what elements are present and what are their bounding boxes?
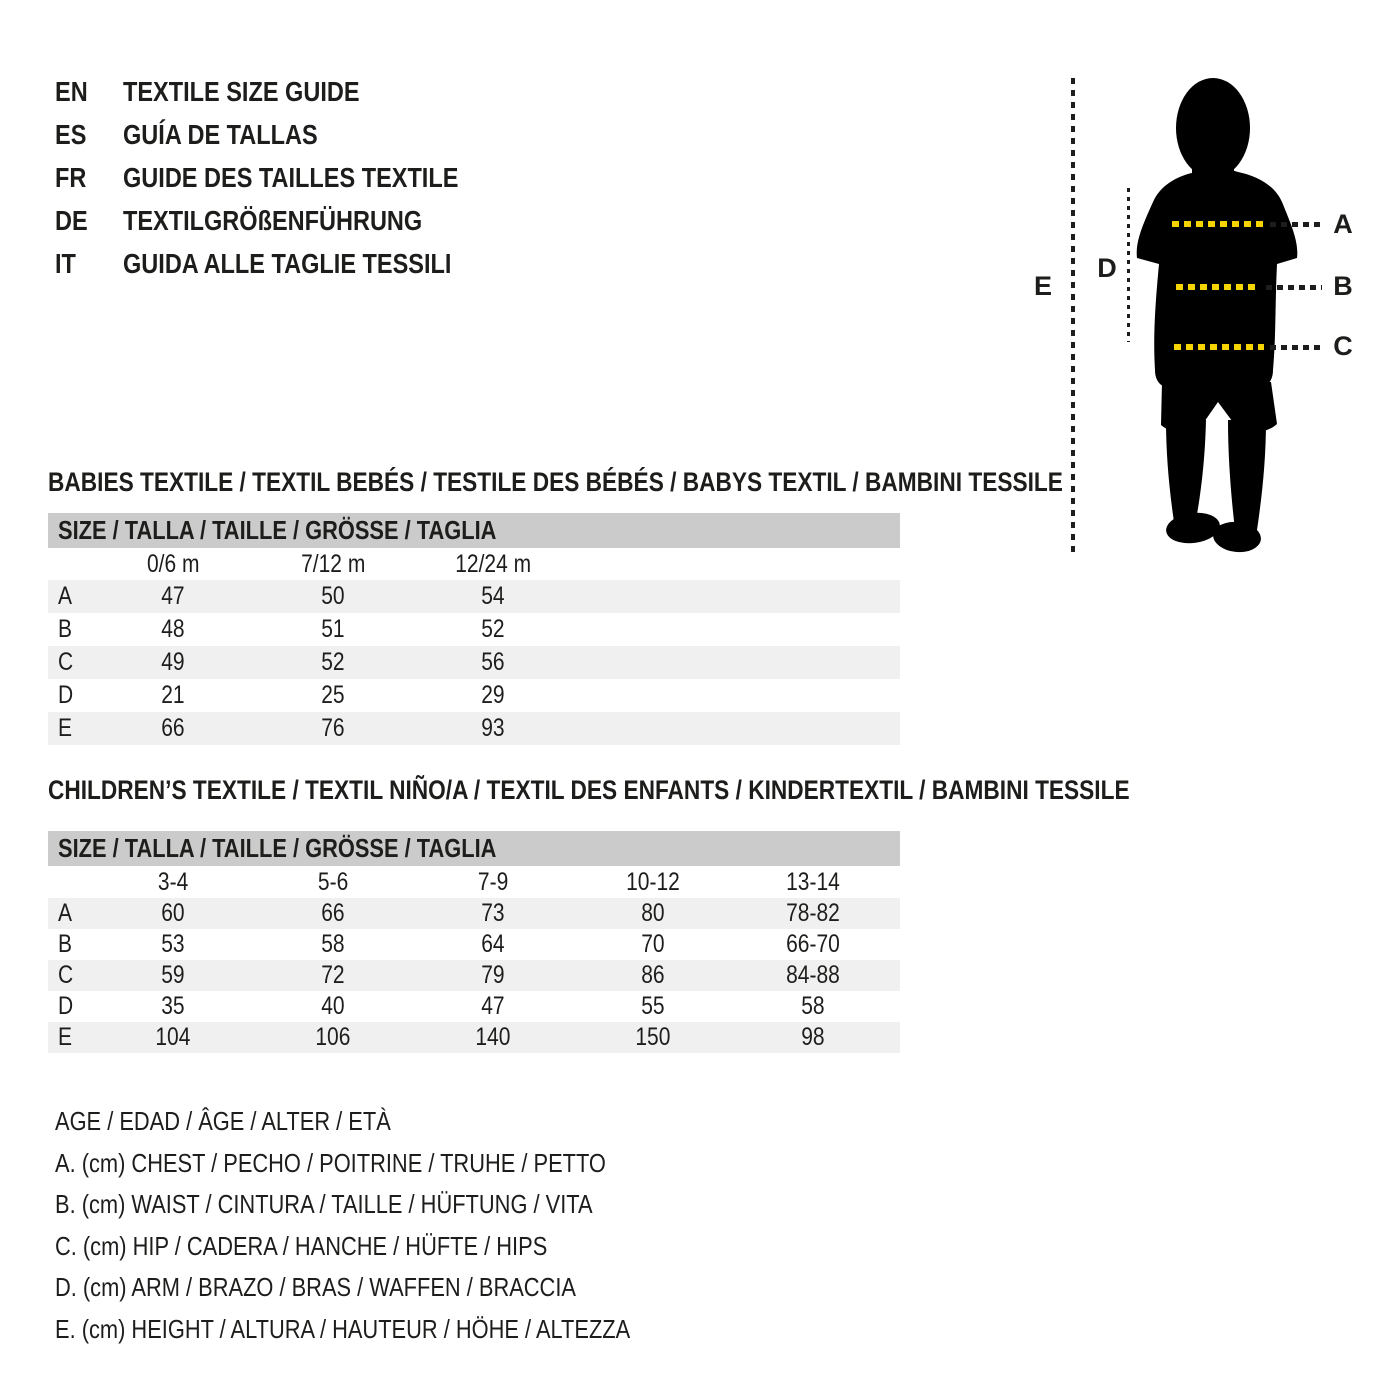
cell (733, 1023, 893, 1052)
row-label-text: A (58, 899, 73, 927)
cell (413, 714, 573, 743)
column-header-text: 12/24 m (455, 549, 531, 578)
cell-text: 64 (481, 930, 505, 958)
cell (253, 899, 413, 928)
cell-text: 66 (161, 714, 185, 742)
column-header (413, 868, 573, 897)
cell (413, 1023, 573, 1052)
cell-text: 73 (481, 899, 505, 927)
cell (733, 899, 893, 928)
cell-text: 86 (641, 961, 665, 989)
cell-text: 50 (321, 582, 345, 610)
chest-line-black-dots (1270, 222, 1322, 227)
header-title-fr: GUIDE DES TAILLES TEXTILE (123, 161, 459, 193)
cell (573, 899, 733, 928)
cell (413, 930, 573, 959)
cell (93, 615, 253, 644)
waist-line-black-dots (1266, 285, 1322, 290)
silhouette-right-leg (1228, 420, 1266, 530)
cell-text: 54 (481, 582, 505, 610)
cell (413, 899, 573, 928)
measurement-legend (55, 1101, 740, 1350)
row-label (48, 648, 93, 677)
legend-waist-line (55, 1184, 740, 1226)
row-label-text: A (58, 582, 73, 610)
lang-code-de (55, 205, 123, 237)
cell-text: 51 (321, 615, 345, 643)
cell-text: 56 (481, 648, 505, 676)
cell-text: 66 (321, 899, 345, 927)
silhouette-left-leg (1166, 420, 1206, 522)
header-title-it: GUIDA ALLE TAGLIE TESSILI (123, 247, 452, 279)
row-label (48, 992, 93, 1021)
row-label-text: D (58, 681, 74, 709)
legend-chest-text: A. (cm) CHEST / PECHO / POITRINE / TRUHE / PETTO (55, 1147, 606, 1178)
cell-text: 104 (155, 1023, 191, 1051)
cell (413, 615, 573, 644)
header-row-de (55, 199, 522, 242)
cell (253, 961, 413, 990)
cell-text: 80 (641, 899, 665, 927)
header-row-fr (55, 156, 522, 199)
cell (573, 961, 733, 990)
cell-text: 52 (481, 615, 505, 643)
header-row-es (55, 113, 522, 156)
children-size-header-bar (48, 831, 900, 866)
legend-height-text: E. (cm) HEIGHT / ALTURA / HAUTEUR / HÖHE / ALTEZZA (55, 1313, 631, 1344)
cell (253, 681, 413, 710)
cell (573, 930, 733, 959)
row-label-text: B (58, 615, 73, 643)
cell-text: 53 (161, 930, 185, 958)
babies-section-title-text: BABIES TEXTILE / TEXTIL BEBÉS / TESTILE DES BÉBÉS / BABYS TEXTIL / BAMBINI TESSILE (48, 467, 1063, 497)
cell-text: 59 (161, 961, 185, 989)
cell-text: 106 (315, 1023, 351, 1051)
column-header-text: 3-4 (157, 867, 189, 896)
table-row-a (48, 898, 900, 929)
children-section-title-text: CHILDREN’S TEXTILE / TEXTIL NIÑO/A / TEXTIL DES ENFANTS / KINDERTEXTIL / BAMBINI TESSILE (48, 775, 1130, 805)
cell-text: 58 (801, 992, 825, 1020)
cell (93, 899, 253, 928)
measure-label-height-e: E (1033, 271, 1052, 301)
cell (413, 961, 573, 990)
cell-text: 150 (635, 1023, 671, 1051)
column-header-text: 5-6 (317, 867, 349, 896)
column-header-text: 0/6 m (146, 549, 200, 578)
children-column-header-row (48, 866, 900, 898)
legend-arm-line (55, 1267, 740, 1309)
column-header (93, 868, 253, 897)
cell (93, 681, 253, 710)
babies-size-header-text: SIZE / TALLA / TAILLE / GRÖSSE / TAGLIA (58, 515, 497, 545)
children-section-title (48, 775, 1130, 805)
row-label (48, 930, 93, 959)
cell-text: 84-88 (786, 961, 840, 989)
lang-code-fr (55, 162, 123, 194)
table-row-e (48, 1022, 900, 1053)
babies-section-title (48, 467, 1063, 497)
cell (93, 961, 253, 990)
legend-age-line (55, 1101, 740, 1143)
cell-text: 98 (801, 1023, 825, 1051)
height-measure-line-e (1071, 78, 1075, 552)
row-label-text: E (58, 1023, 73, 1051)
table-row-d (48, 991, 900, 1022)
measure-label-arm-d: D (1097, 253, 1117, 283)
cell-text: 35 (161, 992, 185, 1020)
row-label-text: C (58, 648, 74, 676)
legend-hip-text: C. (cm) HIP / CADERA / HANCHE / HÜFTE / HIPS (55, 1230, 548, 1261)
cell-text: 40 (321, 992, 345, 1020)
cell-text: 60 (161, 899, 185, 927)
lang-code-en (55, 76, 123, 108)
cell-text: 49 (161, 648, 185, 676)
silhouette-left-shoe (1164, 510, 1221, 546)
column-header-text: 13-14 (786, 867, 840, 896)
babies-size-header-bar (48, 513, 900, 548)
lang-code-text: ES (55, 118, 87, 150)
children-size-header-text: SIZE / TALLA / TAILLE / GRÖSSE / TAGLIA (58, 833, 497, 863)
cell (93, 1023, 253, 1052)
row-label-text: C (58, 961, 74, 989)
cell-text: 47 (161, 582, 185, 610)
cell-text: 72 (321, 961, 345, 989)
cell (413, 681, 573, 710)
cell-text: 47 (481, 992, 505, 1020)
measure-label-chest-a: A (1333, 209, 1353, 239)
silhouette-torso (1137, 168, 1298, 388)
cell-text: 93 (481, 714, 505, 742)
cell-text: 29 (481, 681, 505, 709)
cell-text: 78-82 (786, 899, 840, 927)
table-row-c (48, 960, 900, 991)
row-label-text: E (58, 714, 73, 742)
column-header (733, 868, 893, 897)
row-label (48, 714, 93, 743)
header-row-en (55, 70, 522, 113)
title-header (55, 70, 522, 285)
cell-text: 79 (481, 961, 505, 989)
column-header-text: 10-12 (626, 867, 680, 896)
column-header (93, 550, 253, 579)
cell-text: 140 (475, 1023, 511, 1051)
row-label-text: B (58, 930, 73, 958)
cell (733, 992, 893, 1021)
legend-age-text: AGE / EDAD / ÂGE / ALTER / ETÀ (55, 1106, 391, 1136)
child-silhouette (1132, 76, 1302, 554)
row-label (48, 681, 93, 710)
table-row-c (48, 646, 900, 679)
hip-line-yellow-dots (1174, 344, 1264, 350)
header-title-es: GUÍA DE TALLAS (123, 118, 318, 150)
lang-code-it (55, 248, 123, 280)
cell (733, 930, 893, 959)
header-title-de: TEXTILGRÖßENFÜHRUNG (123, 204, 423, 236)
column-header (253, 550, 413, 579)
cell-text: 66-70 (786, 930, 840, 958)
cell (93, 992, 253, 1021)
cell (733, 961, 893, 990)
hip-line-black-dots (1270, 345, 1322, 350)
row-label (48, 615, 93, 644)
cell (413, 648, 573, 677)
column-header (253, 868, 413, 897)
cell-text: 58 (321, 930, 345, 958)
cell (253, 992, 413, 1021)
cell-text: 25 (321, 681, 345, 709)
cell (253, 615, 413, 644)
cell-text: 21 (161, 681, 185, 709)
lang-code-text: DE (55, 204, 88, 236)
row-label (48, 961, 93, 990)
column-header (413, 550, 573, 579)
row-label (48, 1023, 93, 1052)
cell (253, 582, 413, 611)
cell (413, 992, 573, 1021)
cell-text: 70 (641, 930, 665, 958)
cell-text: 48 (161, 615, 185, 643)
cell-text: 76 (321, 714, 345, 742)
cell (253, 930, 413, 959)
lang-code-text: IT (55, 247, 76, 279)
cell (93, 648, 253, 677)
table-row-a (48, 580, 900, 613)
babies-textile-section (48, 467, 1063, 745)
cell (573, 1023, 733, 1052)
children-textile-section (48, 775, 1130, 1053)
row-label-text: D (58, 992, 74, 1020)
table-row-b (48, 929, 900, 960)
cell (573, 992, 733, 1021)
legend-arm-text: D. (cm) ARM / BRAZO / BRAS / WAFFEN / BRACCIA (55, 1272, 576, 1302)
lang-code-text: EN (55, 75, 88, 107)
chest-line-yellow-dots (1172, 221, 1264, 227)
legend-chest-line (55, 1143, 740, 1185)
row-label (48, 899, 93, 928)
table-row-b (48, 613, 900, 646)
cell (253, 1023, 413, 1052)
table-row-d (48, 679, 900, 712)
cell-text: 55 (641, 992, 665, 1020)
lang-code-text: FR (55, 161, 87, 193)
cell (253, 714, 413, 743)
table-row-e (48, 712, 900, 745)
measure-label-waist-b: B (1333, 271, 1353, 301)
arm-measure-line-d (1127, 188, 1130, 342)
legend-waist-text: B. (cm) WAIST / CINTURA / TAILLE / HÜFTUNG / VITA (55, 1189, 593, 1219)
cell (413, 582, 573, 611)
column-header-text: 7/12 m (300, 549, 366, 578)
babies-column-header-row (48, 548, 900, 580)
header-row-it (55, 242, 522, 285)
cell (253, 648, 413, 677)
cell (93, 714, 253, 743)
header-title-en: TEXTILE SIZE GUIDE (123, 75, 360, 107)
cell (93, 930, 253, 959)
legend-height-line (55, 1309, 740, 1351)
cell (93, 582, 253, 611)
waist-line-yellow-dots (1176, 284, 1260, 290)
row-label (48, 582, 93, 611)
cell-text: 52 (321, 648, 345, 676)
legend-hip-line (55, 1226, 740, 1268)
column-header (573, 868, 733, 897)
measure-label-hip-c: C (1333, 331, 1353, 361)
column-header-text: 7-9 (477, 867, 509, 896)
lang-code-es (55, 119, 123, 151)
